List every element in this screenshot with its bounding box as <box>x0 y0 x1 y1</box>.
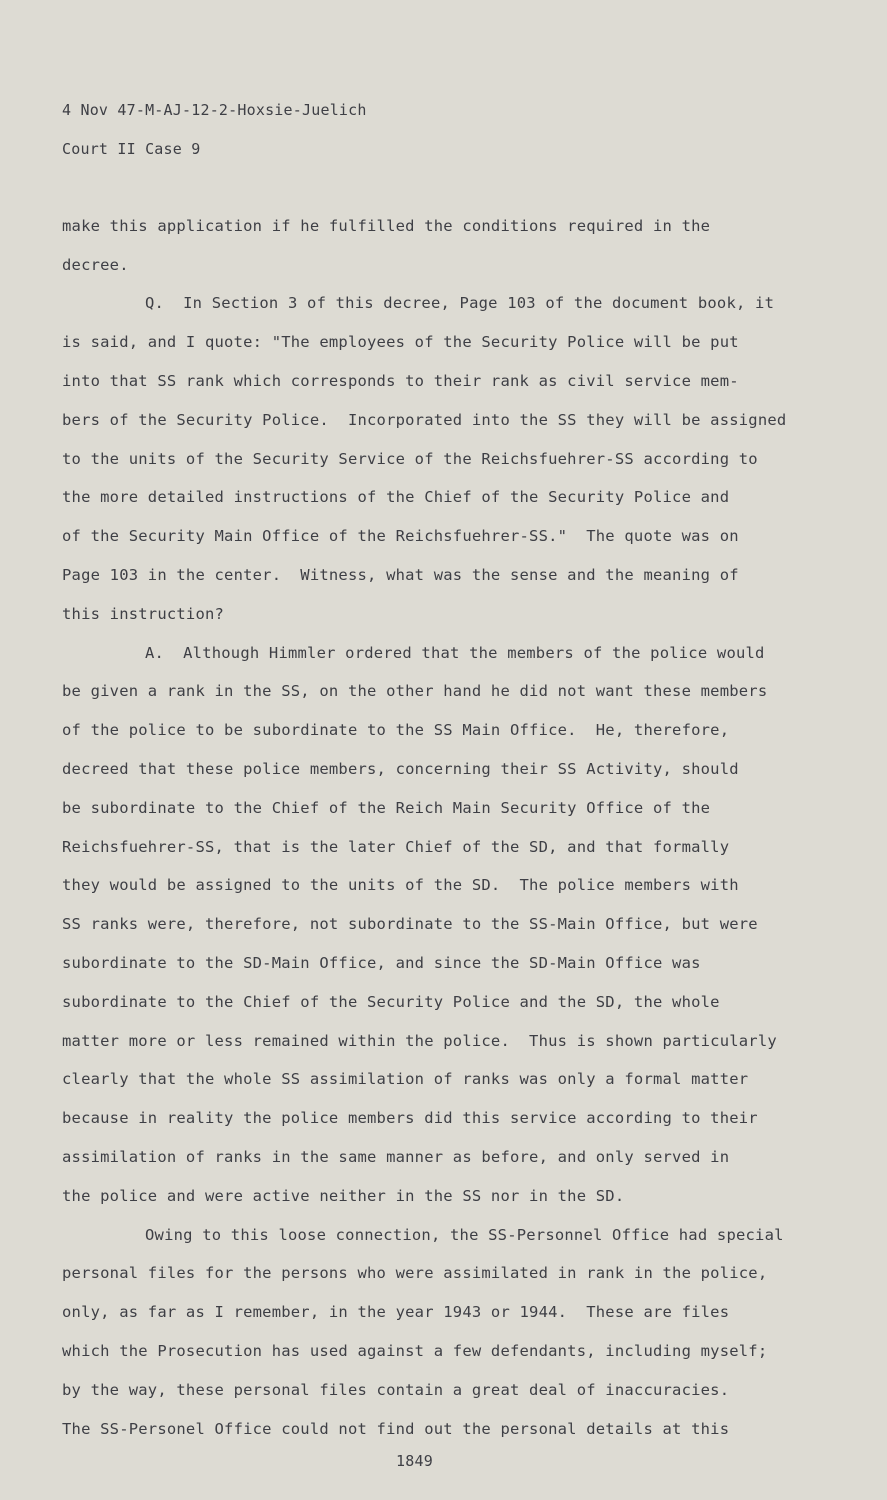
text-line: SS ranks were, therefore, not subordinate to the SS-Main Office, but were <box>62 915 758 933</box>
text-line: be subordinate to the Chief of the Reich Main Security Office of the <box>62 799 711 817</box>
text-line: clearly that the whole SS assimilation of ranks was only a formal matter <box>62 1070 749 1088</box>
text-line: by the way, these personal files contain a great deal of inaccuracies. <box>62 1381 730 1399</box>
text-line: into that SS rank which corresponds to their rank as civil service mem- <box>62 372 739 390</box>
text-line: be given a rank in the SS, on the other hand he did not want these members <box>62 682 768 700</box>
text-line: only, as far as I remember, in the year 1943 or 1944. These are files <box>62 1303 730 1321</box>
text-line: this instruction? <box>62 605 225 623</box>
text-line: subordinate to the SD-Main Office, and since the SD-Main Office was <box>62 954 701 972</box>
text-line: A. Although Himmler ordered that the members of the police would <box>145 644 765 662</box>
text-line: is said, and I quote: "The employees of the Security Police will be put <box>62 333 739 351</box>
text-line: the police and were active neither in the SS nor in the SD. <box>62 1187 625 1205</box>
text-line: to the units of the Security Service of the Reichsfuehrer-SS according to <box>62 450 758 468</box>
text-line: matter more or less remained within the police. Thus is shown particularly <box>62 1032 777 1050</box>
text-line: make this application if he fulfilled the conditions required in the <box>62 217 711 235</box>
text-line: bers of the Security Police. Incorporated into the SS they will be assigned <box>62 411 787 429</box>
text-line: The SS-Personel Office could not find out the personal details at this <box>62 1420 730 1438</box>
text-line: the more detailed instructions of the Chief of the Security Police and <box>62 488 730 506</box>
text-line: Page 103 in the center. Witness, what was the sense and the meaning of <box>62 566 739 584</box>
text-line: of the Security Main Office of the Reichsfuehrer-SS." The quote was on <box>62 527 739 545</box>
text-line: Q. In Section 3 of this decree, Page 103 of the document book, it <box>145 294 775 312</box>
header-court-case: Court II Case 9 <box>62 140 201 158</box>
text-line: decree. <box>62 256 129 274</box>
text-line: subordinate to the Chief of the Security Police and the SD, the whole <box>62 993 720 1011</box>
text-line: of the police to be subordinate to the SS Main Office. He, therefore, <box>62 721 730 739</box>
text-line: they would be assigned to the units of the SD. The police members with <box>62 876 739 894</box>
text-line: because in reality the police members did this service according to their <box>62 1109 758 1127</box>
page-number: 1849 <box>396 1452 433 1470</box>
text-line: decreed that these police members, concerning their SS Activity, should <box>62 760 739 778</box>
text-line: assimilation of ranks in the same manner as before, and only served in <box>62 1148 730 1166</box>
header-reference: 4 Nov 47-M-AJ-12-2-Hoxsie-Juelich <box>62 101 367 119</box>
text-line: Owing to this loose connection, the SS-Personnel Office had special <box>145 1226 784 1244</box>
text-line: personal files for the persons who were assimilated in rank in the police, <box>62 1264 768 1282</box>
text-line: Reichsfuehrer-SS, that is the later Chief of the SD, and that formally <box>62 838 730 856</box>
text-line: which the Prosecution has used against a few defendants, including myself; <box>62 1342 768 1360</box>
